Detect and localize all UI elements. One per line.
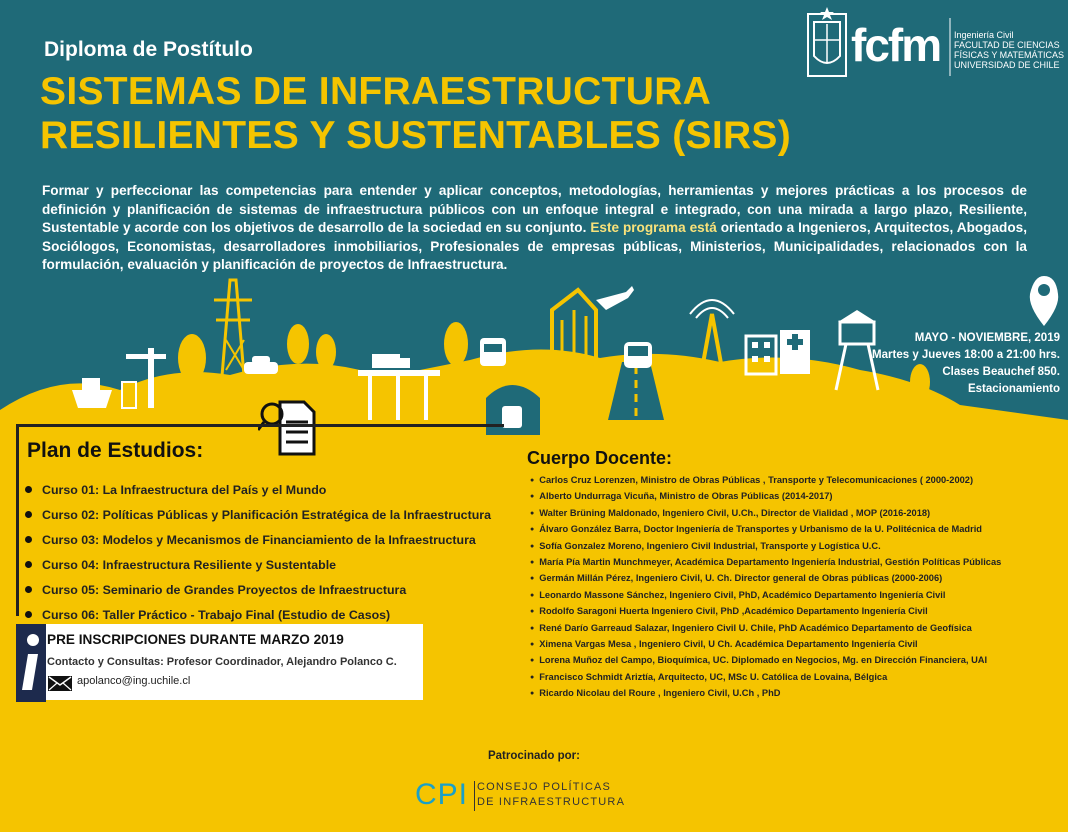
course-item: Curso 04: Infraestructura Resiliente y Sustentable: [25, 552, 491, 577]
faculty-item: ● Álvaro González Barra, Doctor Ingeniería de Transportes y Urbanismo de la U. Politécnica de Madrid: [530, 522, 1001, 538]
car-icon: [244, 356, 278, 374]
faculty-item: ● René Darío Garreaud Salazar, Ingeniero Civil U. Chile, PhD Académico Departamento de Geofísica: [530, 621, 1001, 637]
train-icon: [480, 338, 506, 366]
event-location: Clases Beauchef 850.: [942, 366, 1060, 378]
event-dates: MAYO - NOVIEMBRE, 2019: [914, 332, 1060, 344]
faculty-item: ● Walter Brüning Maldonado, Ingeniero Civil, U.Ch., Director de Vialidad , MOP (2016-2018): [530, 506, 1001, 522]
title-line-1: SISTEMAS DE INFRAESTRUCTURA: [40, 70, 712, 113]
faculty-item: ● Alberto Undurraga Vicuña, Ministro de Obras Públicas (2014-2017): [530, 489, 1001, 505]
faculty-item: ● Lorena Muñoz del Campo, Bioquímica, UC. Diplomado en Negocios, Mg. en Dirección Financiera, UAI: [530, 653, 1001, 669]
faculty-item: ● Ximena Vargas Mesa , Ingeniero Civil, U Ch. Académica Departamento Ingeniería Civil: [530, 637, 1001, 653]
study-plan-title: Plan de Estudios:: [27, 439, 204, 462]
hospital-icon: [780, 330, 810, 374]
cpi-line-1: CONSEJO POLÍTICAS: [477, 781, 612, 793]
title-line-2: RESILIENTES Y SUSTENTABLES (SIRS): [40, 114, 792, 157]
course-item: Curso 01: La Infraestructura del País y el Mundo: [25, 477, 491, 502]
truck-icon: [372, 354, 410, 368]
program-description: [42, 182, 1027, 275]
logo-line1: Ingeniería Civil: [954, 30, 1014, 40]
course-list: [25, 477, 491, 627]
description-main: Formar y perfeccionar las competencias para entender y aplicar conceptos, metodologías, herramientas y mejores prácticas a los procesos de definición y planificación de sistemas de infraestructura públicos con un enfoque integral e integrado, con una mirada a largo plazo, Resiliente, Sustentable y acorde con los objetivos de desarrollo de la sociedad en su conjunto.: [42, 183, 1027, 236]
faculty-item: ● Carlos Cruz Lorenzen, Ministro de Obras Públicas , Transporte y Telecomunicaciones ( 2000-2002): [530, 473, 1001, 489]
contact-info: Contacto y Consultas: Profesor Coordinador, Alejandro Polanco C.: [47, 656, 397, 668]
faculty-list: [530, 473, 1001, 703]
cpi-logo: CPI: [415, 778, 469, 811]
location-pin-icon: [1030, 276, 1058, 326]
contact-email[interactable]: apolanco@ing.uchile.cl: [77, 675, 191, 687]
faculty-title: Cuerpo Docente:: [527, 448, 673, 468]
faculty-item: ● Germán Millán Pérez, Ingeniero Civil, U. Ch. Director general de Obras públicas (2000-2006): [530, 571, 1001, 587]
faculty-item: ● María Pía Martin Munchmeyer, Académica Departamento Ingeniería Industrial, Gestión Políticas Públicas: [530, 555, 1001, 571]
course-item: Curso 02: Políticas Públicas y Planificación Estratégica de la Infraestructura: [25, 502, 491, 527]
cpi-name: [477, 780, 625, 810]
event-parking: Estacionamiento: [967, 383, 1060, 395]
faculty-item: ● Ricardo Nicolau del Roure , Ingeniero Civil, U.Ch , PhD: [530, 686, 1001, 702]
faculty-section: [527, 448, 1001, 703]
faculty-item: ● Leonardo Massone Sánchez, Ingeniero Civil, PhD, Académico Departamento Ingeniería Civil: [530, 588, 1001, 604]
faculty-item: ● Francisco Schmidt Ariztía, Arquitecto, UC, MSc U. Católica de Lovaina, Bélgica: [530, 670, 1001, 686]
bus-icon: [624, 342, 652, 368]
ship-icon: [72, 378, 112, 408]
sponsor-label: Patrocinado por:: [487, 750, 580, 762]
description-rest: orientado a Ingenieros, Arquitectos, Abogados, Sociólogos, Economistas, desarrolladores inmobiliarios, Profesionales de empresas públicas, Ministerios, Municipalidades, relacionados con la formulación, evaluación y planificación de proyectos de Infraestructura.: [42, 220, 1027, 273]
course-item: Curso 03: Modelos y Mecanismos de Financiamiento de la Infraestructura: [25, 527, 491, 552]
faculty-item: ● Rodolfo Saragoni Huerta Ingeniero Civil, PhD ,Académico Departamento Ingeniería Civil: [530, 604, 1001, 620]
cpi-line-2: DE INFRAESTRUCTURA: [477, 796, 626, 808]
course-item: Curso 05: Seminario de Grandes Proyectos de Infraestructura: [25, 577, 491, 602]
program-subtitle: Diploma de Postítulo: [44, 38, 253, 61]
preregistration-title: PRE INSCRIPCIONES DURANTE MARZO 2019: [47, 632, 344, 647]
event-info: [872, 330, 1060, 398]
description-highlight: Este programa está: [590, 220, 717, 236]
logo-line4: UNIVERSIDAD DE CHILE: [954, 60, 1060, 70]
info-icon: [16, 624, 46, 702]
fcfm-brand: fcfm: [851, 19, 941, 71]
logo-line3: FÍSICAS Y MATEMÁTICAS: [954, 50, 1065, 60]
event-schedule: Martes y Jueves 18:00 a 21:00 hrs.: [872, 349, 1060, 361]
course-item: Curso 06: Taller Práctico - Trabajo Final (Estudio de Casos): [25, 602, 491, 627]
faculty-item: ● Sofía Gonzalez Moreno, Ingeniero Civil Industrial, Transporte y Logística U.C.: [530, 539, 1001, 555]
logo-text: [954, 30, 1064, 70]
cpi-divider: [474, 781, 475, 811]
bridge-icon: [358, 370, 440, 420]
program-title: [40, 70, 791, 158]
envelope-icon: [48, 676, 72, 691]
airplane-icon: [596, 286, 634, 310]
study-plan: [16, 424, 504, 622]
logo-line2: FACULTAD DE CIENCIAS: [954, 40, 1060, 50]
